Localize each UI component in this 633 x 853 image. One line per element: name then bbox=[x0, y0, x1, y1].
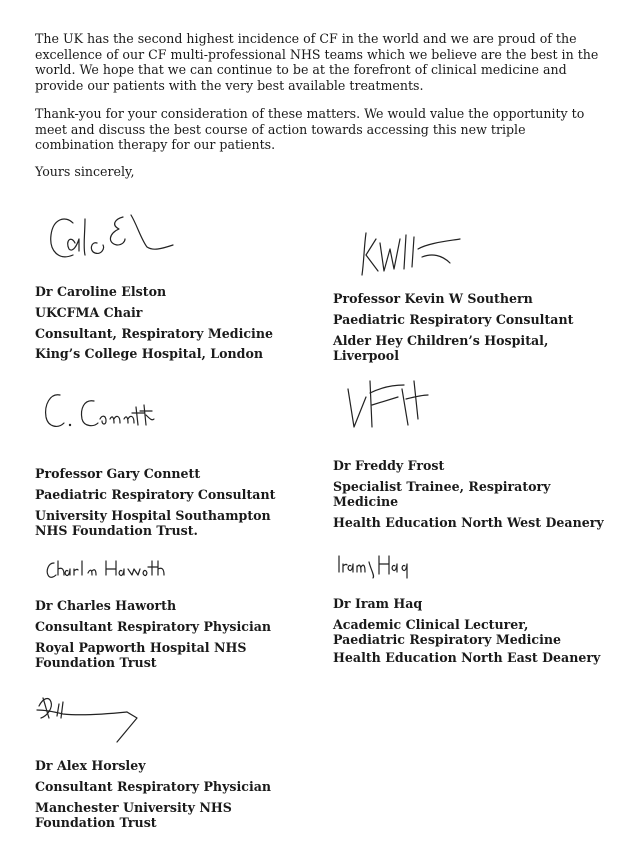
letter-closing: Yours sincerely, bbox=[35, 164, 135, 179]
signatory-name: Dr Iram Haq bbox=[333, 596, 423, 611]
signature-alex-horsley bbox=[35, 690, 145, 755]
signatory-block-charles-haworth bbox=[35, 598, 315, 672]
signatory-name: Professor Kevin W Southern bbox=[333, 291, 533, 306]
signatory-line: University Hospital Southampton NHS Foundation Trust. bbox=[35, 507, 271, 538]
signatory-name: Dr Charles Haworth bbox=[35, 598, 177, 613]
signatory-block-kevin-southern bbox=[333, 291, 613, 369]
signatory-line: Health Education North West Deanery bbox=[333, 515, 604, 530]
signatory-line: Academic Clinical Lecturer, Paediatric Respiratory Medicine bbox=[333, 616, 562, 648]
signatory-block-iram-haq bbox=[333, 596, 613, 670]
signatory-line: Alder Hey Children’s Hospital, Liverpool bbox=[333, 332, 549, 363]
letter-paragraph-1: The UK has the second highest incidence of CF in the world and we are proud of the excellence of our CF multi-professional NHS teams which we believe are the best in the world. We hope that we can continue to be at the forefront of clinical medicine and provide our patients with the very best available treatments. bbox=[35, 31, 599, 93]
signature-iram-haq bbox=[335, 552, 415, 580]
signatory-block-freddy-frost bbox=[333, 458, 613, 536]
signatory-name: Dr Alex Horsley bbox=[35, 758, 146, 773]
signatory-line: Consultant Respiratory Physician bbox=[35, 778, 272, 794]
letter-paragraph-2: Thank-you for your consideration of these matters. We would value the opportunity to meet and discuss the best course of action towards accessing this new triple combination therapy for our patients. bbox=[35, 106, 585, 153]
signatory-line: UKCFMA Chair bbox=[35, 304, 143, 320]
signatory-name: Professor Gary Connett bbox=[35, 466, 201, 481]
signature-kevin-southern bbox=[358, 225, 468, 280]
signatory-name: Dr Caroline Elston bbox=[35, 284, 167, 299]
signatory-line: Royal Papworth Hospital NHS Foundation Trust bbox=[35, 639, 247, 670]
signatory-line: Consultant, Respiratory Medicine bbox=[35, 325, 274, 341]
signatory-block-caroline-elston bbox=[35, 284, 315, 367]
signatory-name: Dr Freddy Frost bbox=[333, 458, 445, 473]
signatory-line: Consultant Respiratory Physician bbox=[35, 618, 272, 634]
signatory-line: Health Education North East Deanery bbox=[333, 649, 601, 665]
signature-charles-haworth bbox=[44, 557, 169, 585]
signature-freddy-frost bbox=[342, 375, 432, 440]
signatory-block-alex-horsley bbox=[35, 758, 315, 832]
signatory-block-gary-connett bbox=[35, 466, 315, 540]
signatory-line: Manchester University NHS Foundation Trust bbox=[35, 799, 232, 830]
signature-gary-connett bbox=[40, 385, 160, 435]
signatory-line: Specialist Trainee, Respiratory Medicine bbox=[333, 478, 551, 510]
signatory-line: Paediatric Respiratory Consultant bbox=[333, 311, 574, 327]
signatory-line: King’s College Hospital, London bbox=[35, 346, 264, 362]
signatory-line: Paediatric Respiratory Consultant bbox=[35, 486, 276, 502]
signature-caroline-elston bbox=[45, 205, 190, 270]
